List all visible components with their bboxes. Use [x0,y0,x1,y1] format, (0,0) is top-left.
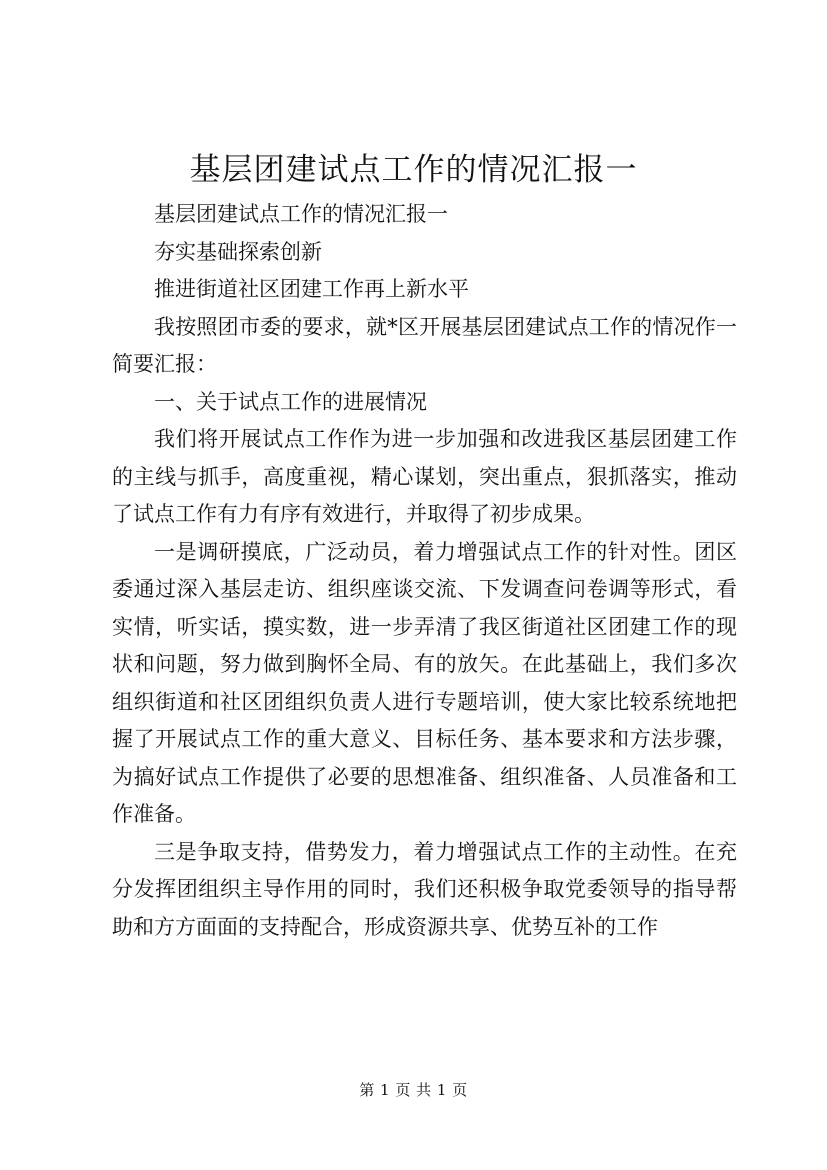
section-heading: 一、关于试点工作的进展情况 [154,389,427,414]
paragraph-point-one: 一是调研摸底，广泛动员，着力增强试点工作的针对性。团区委通过深入基层走访、组织座谈交流、下发调查问卷调等形式，看实情，听实话，摸实数，进一步弄清了我区街道社区团建工作的现状和问题，努力做到胸怀全局、有的放矢。在此基础上，我们多次组织街道和社区团组织负责人进行专题培训，使大家比较系统地把握了开展试点工作的重大意义、目标任务、基本要求和方法步骤，为搞好试点工作提供了必要的思想准备、组织准备、人员准备和工作准备。 [112,539,737,826]
paragraph-heading-2: 推进街道社区团建工作再上新水平 [154,277,469,301]
paragraph-progress: 我们将开展试点工作作为进一步加强和改进我区基层团建工作的主线与抓手，高度重视，精心谋划，突出重点，狠抓落实，推动了试点工作有力有序有效进行，并取得了初步成果。 [112,427,737,526]
paragraph-point-three: 三是争取支持，借势发力，着力增强试点工作的主动性。在充分发挥团组织主导作用的同时，我们还积极争取党委领导的指导帮助和方方面面的支持配合，形成资源共享、优势互补的工作 [112,839,737,939]
document-body [112,196,737,946]
page-footer: 第 1 页 共 1 页 [359,1081,468,1099]
document-title: 基层团建试点工作的情况汇报一 [189,152,638,188]
paragraph-intro: 我按照团市委的要求，就*区开展基层团建试点工作的情况作一简要汇报： [112,314,737,376]
paragraph-subtitle: 基层团建试点工作的情况汇报一 [154,202,448,226]
paragraph-heading-1: 夯实基础探索创新 [154,239,322,264]
